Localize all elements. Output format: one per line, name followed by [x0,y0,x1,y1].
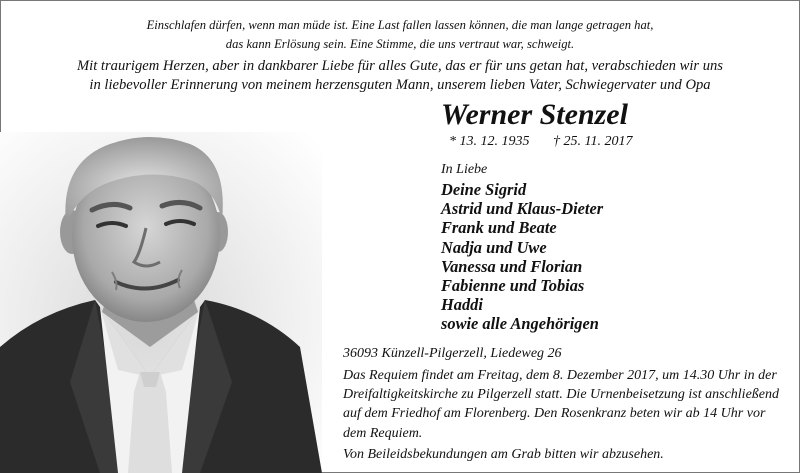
family-address: 36093 Künzell-Pilgerzell, Liedeweg 26 [343,346,562,361]
requiem-text: Das Requiem findet am Freitag, dem 8. Dezember 2017, um 14.30 Uhr in der Dreifaltigkeitskirche zu Pilgerzell statt. Die Urnenbeisetzung ist anschließend auf dem Friedhof am Florenberg. Den Rosenkranz beten wir ab 14 Uhr vor dem Requiem. [343,368,780,441]
mourners-heading: In Liebe [441,162,488,177]
mourner-name: Frank und Beate [441,218,557,238]
motto-line-2: das kann Erlösung sein. Eine Stimme, die uns vertraut war, schweigt. [225,37,575,51]
mourner-name: Fabienne und Tobias [441,276,585,296]
deceased-name: Werner Stenzel [441,98,628,131]
intro-line-2: in liebevoller Erinnerung von meinem herzensguten Mann, unserem lieben Vater, Schwiegervater und Opa [89,77,711,93]
mourner-name: Haddi [441,295,483,315]
intro-text [0,57,800,95]
intro-line-1: Mit traurigem Herzen, aber in dankbarer Liebe für alles Gute, das er für uns getan hat, verabschieden wir uns [77,58,723,74]
mourners-list [441,180,603,334]
condolence-note: Von Beileidsbekundungen am Grab bitten wir abzusehen. [343,446,664,462]
motto-quote [0,16,800,54]
portrait-photo [0,132,322,473]
mourner-name: Nadja und Uwe [441,237,547,257]
service-details [343,366,788,466]
motto-line-1: Einschlafen dürfen, wenn man müde ist. Eine Last fallen lassen können, die man lange getragen hat, [146,18,654,32]
mourner-name: sowie alle Angehörigen [441,314,599,334]
mourner-name: Deine Sigrid [441,180,527,199]
mourner-name: Astrid und Klaus-Dieter [441,199,604,219]
death-date: † 25. 11. 2017 [553,134,633,149]
birth-date: * 13. 12. 1935 [449,134,530,149]
mourner-name: Vanessa und Florian [441,256,583,276]
